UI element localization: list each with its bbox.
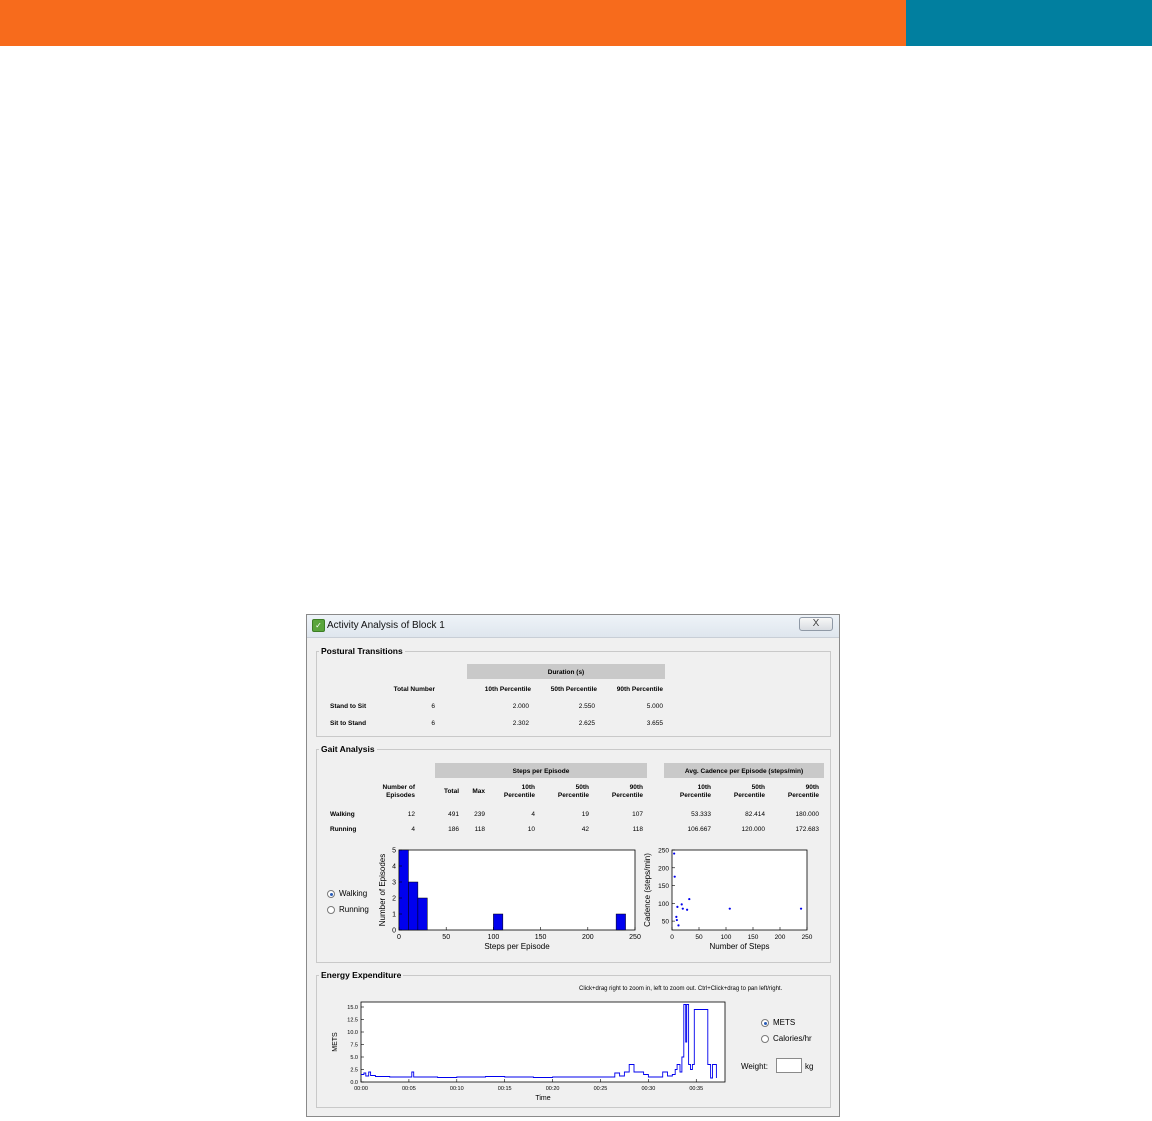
table-cell: 4	[411, 826, 415, 833]
col-90th-percentile: 90th Percentile	[616, 686, 663, 693]
y-tick-label: 100	[658, 900, 669, 908]
table-cell: 2.550	[578, 703, 595, 710]
scatter-point	[676, 906, 678, 908]
scatter-point	[681, 903, 683, 905]
postural-transitions-title: Postural Transitions	[321, 646, 403, 656]
col-s10-line2: Percentile	[503, 792, 535, 799]
y-tick-label: 150	[658, 883, 669, 891]
duration-header: Duration (s)	[547, 669, 585, 676]
table-cell: 186	[448, 826, 459, 833]
scatter-point	[686, 909, 688, 911]
y-tick-label: 4	[392, 863, 396, 871]
y-tick-label: 50	[661, 918, 669, 926]
table-cell: 53.333	[691, 811, 711, 818]
x-tick-label: 00:20	[545, 1086, 560, 1092]
y-tick-label: 2.5	[350, 1067, 358, 1074]
col-episodes-line1: Number of	[382, 784, 415, 791]
plot-area	[672, 850, 807, 930]
table-cell: 6	[431, 703, 435, 710]
postural-transitions-group	[316, 646, 831, 737]
y-tick-label: 200	[658, 865, 669, 873]
x-tick-label: 50	[695, 934, 703, 941]
y-tick-label: 7.5	[350, 1042, 358, 1049]
x-tick-label: 200	[774, 934, 786, 941]
x-tick-label: 100	[487, 934, 500, 941]
zoom-hint-text: Click+drag right to zoom in, left to zoom out. Ctrl+Click+drag to pan left/right.	[579, 986, 783, 992]
y-tick-label: 1	[392, 911, 396, 919]
row-label: Stand to Sit	[330, 703, 367, 710]
x-axis-label: Number of Steps	[709, 942, 770, 951]
weight-label: Weight:	[741, 1062, 768, 1071]
row-label: Sit to Stand	[330, 720, 367, 727]
table-cell: 180.000	[795, 811, 819, 818]
y-tick-label: 5.0	[350, 1055, 358, 1061]
x-tick-label: 50	[442, 934, 451, 941]
energy-expenditure-title: Energy Expenditure	[321, 970, 402, 980]
histogram-bar	[616, 914, 625, 930]
col-s90-line2: Percentile	[611, 792, 643, 799]
col-c90-line1: 90th	[805, 784, 819, 791]
histogram-bar	[399, 850, 408, 930]
table-cell: 172.683	[795, 826, 819, 833]
x-axis-label: Time	[535, 1095, 551, 1102]
table-cell: 6	[431, 720, 435, 727]
table-cell: 118	[632, 826, 643, 833]
scatter-point	[676, 919, 678, 921]
scatter-point	[675, 916, 677, 918]
table-cell: 10	[527, 826, 535, 833]
y-tick-label: 2	[392, 895, 396, 903]
x-tick-label: 00:10	[449, 1086, 464, 1092]
table-cell: 3.655	[646, 720, 663, 727]
steps-histogram-chart[interactable]	[377, 846, 647, 962]
y-tick-label: 0	[392, 927, 396, 935]
gait-analysis-group	[316, 744, 831, 963]
table-cell: 2.302	[512, 720, 529, 727]
table-cell: 118	[474, 826, 485, 833]
table-cell: 120.000	[741, 826, 765, 833]
weight-input[interactable]	[776, 1058, 802, 1073]
x-axis-label: Steps per Episode	[484, 942, 550, 951]
scatter-point	[688, 898, 690, 900]
scatter-point	[674, 876, 676, 878]
running-radio[interactable]	[327, 906, 335, 914]
walking-radio[interactable]	[327, 890, 335, 898]
plot-area	[361, 1002, 725, 1082]
histogram-bar	[418, 898, 427, 930]
x-tick-label: 00:25	[593, 1086, 608, 1092]
x-tick-label: 250	[629, 934, 641, 941]
x-tick-label: 100	[720, 934, 732, 941]
table-cell: 19	[581, 811, 589, 818]
title-bar[interactable]	[307, 615, 839, 638]
close-icon: X	[812, 618, 820, 629]
row-label: Walking	[330, 811, 355, 818]
col-total: Total	[443, 788, 459, 795]
row-label: Running	[330, 826, 357, 833]
y-tick-label: 10.0	[347, 1030, 358, 1036]
x-tick-label: 150	[747, 934, 759, 941]
table-cell: 2.000	[512, 703, 529, 710]
histogram-bar	[493, 914, 502, 930]
col-50th-percentile: 50th Percentile	[550, 686, 597, 693]
table-cell: 12	[407, 811, 415, 818]
cadence-scatter-chart[interactable]	[642, 846, 827, 962]
table-cell: 239	[474, 811, 485, 818]
x-tick-label: 00:00	[354, 1086, 368, 1092]
y-tick-label: 3	[392, 879, 396, 887]
x-tick-label: 00:30	[641, 1086, 656, 1092]
table-cell: 42	[581, 826, 589, 833]
col-c90-line2: Percentile	[787, 792, 819, 799]
histogram-bar	[408, 882, 417, 930]
walking-radio-label[interactable]: Walking	[339, 889, 368, 898]
y-tick-label: 12.5	[347, 1017, 358, 1024]
running-radio-label[interactable]: Running	[339, 905, 369, 914]
table-cell: 491	[448, 811, 459, 818]
x-tick-label: 0	[397, 934, 401, 941]
y-axis-label: METS	[332, 1032, 339, 1052]
scatter-point	[682, 908, 684, 910]
close-button[interactable]	[799, 617, 833, 631]
mets-radio-label[interactable]: METS	[773, 1018, 796, 1027]
x-tick-label: 250	[801, 934, 813, 941]
calories-radio-label[interactable]: Calories/hr	[773, 1034, 812, 1043]
y-tick-label: 0.0	[350, 1080, 358, 1086]
weight-unit-label: kg	[805, 1062, 814, 1071]
y-tick-label: 250	[658, 847, 669, 855]
table-cell: 106.667	[687, 826, 711, 833]
x-tick-label: 00:15	[497, 1086, 512, 1092]
col-c50-line1: 50th	[751, 784, 765, 791]
y-axis-label: Number of Episodes	[378, 853, 387, 927]
col-max: Max	[472, 788, 485, 795]
scatter-point	[677, 924, 679, 926]
calories-radio[interactable]	[761, 1035, 769, 1043]
energy-expenditure-group	[316, 970, 831, 1108]
x-tick-label: 0	[670, 934, 674, 941]
y-axis-label: Cadence (steps/min)	[643, 853, 652, 927]
table-cell: 5.000	[646, 703, 663, 710]
mets-radio[interactable]	[761, 1019, 769, 1027]
col-s50-line2: Percentile	[557, 792, 589, 799]
col-total-number: Total Number	[393, 686, 435, 693]
y-tick-label: 15.0	[347, 1005, 358, 1011]
col-s10-line1: 10th	[521, 784, 535, 791]
app-icon: ✓	[312, 619, 325, 632]
teal-header-band	[906, 0, 1152, 46]
plot-area	[399, 850, 635, 930]
window-title: Activity Analysis of Block 1	[327, 620, 445, 631]
x-tick-label: 00:05	[402, 1086, 416, 1092]
table-cell: 4	[531, 811, 535, 818]
cadence-header: Avg. Cadence per Episode (steps/min)	[684, 768, 804, 775]
col-c50-line2: Percentile	[733, 792, 765, 799]
col-s50-line1: 50th	[575, 784, 589, 791]
table-cell: 107	[632, 811, 643, 818]
x-tick-label: 200	[581, 934, 594, 941]
col-c10-line1: 10th	[697, 784, 711, 791]
orange-header-band	[0, 0, 906, 46]
activity-analysis-window	[306, 614, 840, 1117]
gait-analysis-title: Gait Analysis	[321, 744, 375, 754]
scatter-point	[800, 908, 802, 910]
x-tick-label: 150	[534, 934, 547, 941]
mets-time-chart[interactable]	[325, 996, 735, 1104]
col-c10-line2: Percentile	[679, 792, 711, 799]
x-tick-label: 00:35	[689, 1086, 704, 1092]
steps-per-episode-header: Steps per Episode	[512, 768, 570, 775]
table-cell: 82.414	[745, 811, 765, 818]
col-episodes-line2: Episodes	[386, 792, 415, 799]
col-s90-line1: 90th	[629, 784, 643, 791]
scatter-point	[729, 908, 731, 910]
table-cell: 2.625	[578, 720, 595, 727]
y-tick-label: 5	[392, 847, 396, 855]
col-10th-percentile: 10th Percentile	[484, 686, 531, 693]
scatter-point	[673, 852, 675, 854]
